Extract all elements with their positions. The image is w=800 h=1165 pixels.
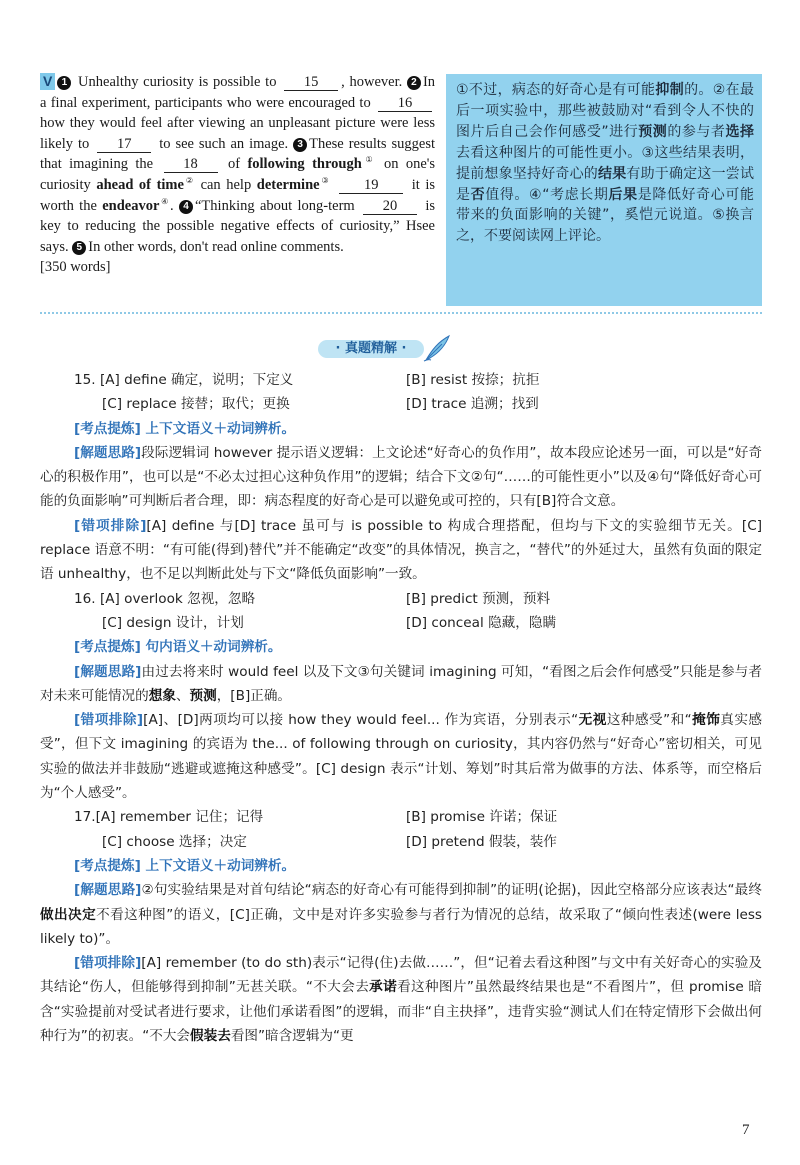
keyword: endeavor bbox=[102, 197, 160, 214]
translation-text: 值得。④“考虑长期 bbox=[485, 186, 609, 203]
emphasis: 假装去 bbox=[190, 1028, 231, 1045]
translation-text: ①不过，病态的好奇心是有可能 bbox=[456, 82, 656, 98]
solution-text: 、 bbox=[175, 687, 190, 704]
translation-keyword: 否 bbox=[470, 186, 486, 203]
elimination-text: [A] define 与[D] trace 虽可与 is possible to 构成合理搭配，但均与下文的实验细节无关。[C] replace 语意不明：“有可能(得到)替代”并不能确定“改变”的具体情况，换言之，“替代”的外延过大，虽然有负面的限定语 unhealthy，也不足以判断此处与下文“降低负面影响”一致。 bbox=[40, 517, 762, 583]
exam-point: [考点提炼] 句内语义＋动词辨析。 bbox=[74, 639, 282, 656]
passage-text: Unhealthy curiosity is possible to bbox=[78, 74, 277, 90]
option-a bbox=[74, 587, 255, 611]
word-count: [350 words] bbox=[40, 259, 111, 276]
translation-keyword: 选择 bbox=[725, 123, 755, 140]
elimination-text: [A] remember (to do sth)表示“记得(住)去做……”，但“记着去看这种图”与文中有关好奇心的实验及其结论“伤人，但能够得到抑制”无甚关联。“不大会去 bbox=[40, 955, 762, 996]
exam-point: [考点提炼] 上下文语义＋动词辨析。 bbox=[74, 420, 296, 437]
option-b: [B] promise 许诺；保证 bbox=[406, 809, 558, 826]
elimination-paragraph bbox=[40, 514, 762, 587]
exam-point: [考点提炼] 上下文语义＋动词辨析。 bbox=[74, 857, 296, 874]
paragraph-marker: V bbox=[40, 73, 55, 90]
passage-text: In other words, don't read online comments. bbox=[88, 238, 344, 255]
solution-text: ，[B]正确。 bbox=[216, 687, 292, 704]
sentence-number: 5 bbox=[72, 241, 86, 255]
passage bbox=[40, 72, 435, 278]
solution-text: ②句实验结果是对首句结论“病态的好奇心有可能得到抑制”的证明(论据)，因此空格部分应该表达“最终 bbox=[141, 882, 762, 899]
emphasis: 想象 bbox=[148, 687, 176, 704]
page-number: 7 bbox=[742, 1122, 750, 1138]
blank-20[interactable]: 20 bbox=[363, 198, 417, 215]
passage-text: In a final experiment, participants who were encouraged to bbox=[40, 74, 436, 111]
option-d: [D] trace 追溯；找到 bbox=[406, 396, 539, 413]
section-title: · 真题精解 · bbox=[318, 340, 424, 358]
blank-18[interactable]: 18 bbox=[164, 156, 218, 173]
question-number: 16. bbox=[74, 590, 96, 607]
solution-text: 不看这种图”的语义，[C]正确，文中是对许多实验参与者行为情况的总结，故采取了“倾向性表述(were less likely to)”。 bbox=[40, 906, 762, 947]
option-a-text: [A] remember 记住；记得 bbox=[95, 809, 264, 826]
sentence-number: 4 bbox=[179, 200, 193, 214]
option-d: [D] pretend 假装，装作 bbox=[406, 833, 557, 850]
solution-text: 由过去将来时 would feel 以及下文③句关键词 imagining 可知，“看图之后会作何感受”只能是参与者对未来可能情况的 bbox=[40, 663, 762, 704]
translation-keyword: 后果 bbox=[608, 186, 638, 203]
elimination-text: 真实感受”，但下文 imagining 的宾语为 the... of following through on curiosity，其内容仍然与“好奇心”密切相关，可见实验的做法并非鼓励“逃避或遮掩这种感受”。[C] design 表示“计划、筹划”时其后常为做事的方法、体系等，而空格后为“个人感受”。 bbox=[40, 712, 763, 802]
blank-15[interactable]: 15 bbox=[284, 74, 338, 91]
solution-tag: [解题思路] bbox=[74, 882, 142, 899]
passage-text: to see such an image. bbox=[159, 135, 289, 152]
solution-paragraph bbox=[40, 878, 762, 951]
elimination-tag: [错项排除] bbox=[74, 955, 142, 972]
option-a bbox=[74, 368, 293, 392]
emphasis: 无视 bbox=[578, 712, 607, 729]
options-row bbox=[40, 392, 762, 416]
elimination-text: [A]、[D]两项均可以接 how they would feel... 作为宾语，分别表示“ bbox=[143, 712, 579, 729]
translation-text: 的。②在最后一项实验中，那些被鼓励对“看到令人不快的图片后自己会作何感受”进行 bbox=[456, 82, 754, 140]
emphasis: 掩饰 bbox=[691, 712, 721, 729]
elimination-paragraph bbox=[40, 708, 762, 805]
analysis bbox=[40, 368, 762, 1048]
blank-16[interactable]: 16 bbox=[378, 95, 432, 112]
question-number: 17. bbox=[74, 809, 96, 826]
footnote-mark: ③ bbox=[319, 175, 331, 185]
options-row bbox=[40, 611, 762, 635]
emphasis: 预测 bbox=[189, 687, 217, 704]
footnote-mark: ① bbox=[361, 155, 377, 165]
emphasis: 做出决定 bbox=[40, 906, 97, 923]
elimination-text: 看图”暗含逻辑为“更 bbox=[230, 1028, 354, 1045]
section-header bbox=[318, 334, 456, 362]
options-row bbox=[40, 830, 762, 854]
passage-text: , however. bbox=[341, 74, 403, 90]
translation-text: 有助于确定这一尝试是 bbox=[456, 165, 755, 203]
translation-keyword: 结果 bbox=[598, 165, 627, 182]
translation-text: 去看这种图片的可能性更小。③这些结果表明，提前想象坚持好奇心的 bbox=[456, 144, 754, 182]
keyword: ahead of time bbox=[96, 176, 184, 193]
option-d: [D] conceal 隐藏，隐瞒 bbox=[406, 614, 557, 631]
translation-keyword: 预测 bbox=[638, 123, 668, 140]
sentence-number: 3 bbox=[293, 138, 307, 152]
option-b: [B] predict 预测，预料 bbox=[406, 590, 551, 607]
passage-text: is key to reducing the possible negative effects of curiosity,” Hsee says. bbox=[40, 197, 436, 255]
dotted-divider bbox=[40, 312, 762, 314]
footnote-mark: ④ bbox=[159, 196, 171, 206]
passage-text: it is worth the bbox=[40, 176, 436, 214]
translation-text: 是降低好奇心可能带来的负面影响的关键”，奚恺元说道。⑤换言之，不要阅读网上评论。 bbox=[456, 186, 754, 245]
passage-text: These results suggest that imagining the bbox=[40, 135, 436, 173]
sentence-number: 1 bbox=[57, 76, 71, 90]
option-c: [C] replace 接替；取代；更换 bbox=[102, 396, 290, 413]
options-row bbox=[40, 805, 762, 829]
solution-paragraph bbox=[40, 660, 762, 709]
options-row bbox=[40, 587, 762, 611]
elimination-text: 这种感受”和“ bbox=[606, 712, 692, 729]
elimination-tag: [错项排除] bbox=[74, 517, 147, 534]
solution-paragraph bbox=[40, 441, 762, 514]
solution-tag: [解题思路] bbox=[74, 444, 142, 461]
keyword: determine bbox=[256, 176, 320, 193]
option-c: [C] design 设计，计划 bbox=[102, 614, 244, 631]
elimination-text: 看这种图片”虽然最终结果也是“不看图片”，但 promise 暗含“实验提前对受试者进行要求，让他们承诺看图”的逻辑，而非“自主抉择”，违背实验“测试人们在特定情形下会做出何种行为”的初衷。“不大会 bbox=[40, 979, 763, 1045]
translation-keyword: 抑制 bbox=[655, 82, 685, 98]
translation-text: 的参与者 bbox=[667, 123, 726, 140]
quill-pen-icon bbox=[422, 334, 452, 362]
translation-box bbox=[446, 74, 762, 306]
footnote-mark: ② bbox=[183, 175, 195, 185]
keyword: following through bbox=[247, 156, 362, 173]
elimination-tag: [错项排除] bbox=[74, 712, 144, 729]
option-a-text: [A] define 确定，说明；下定义 bbox=[99, 372, 294, 388]
passage-text: on one's curiosity bbox=[40, 156, 436, 193]
question-number: 15. bbox=[74, 372, 96, 388]
sentence-number: 2 bbox=[407, 76, 421, 90]
passage-text: . bbox=[170, 197, 174, 214]
passage-text: “Thinking about long-term bbox=[195, 197, 355, 214]
option-c: [C] choose 选择；决定 bbox=[102, 833, 247, 850]
emphasis: 承诺 bbox=[369, 979, 398, 996]
option-b: [B] resist 按捺；抗拒 bbox=[406, 372, 540, 388]
passage-text: of bbox=[227, 156, 241, 173]
options-row bbox=[40, 368, 762, 392]
passage-text: how they would feel after viewing an unpleasant picture were less likely to bbox=[40, 115, 435, 152]
option-a bbox=[74, 805, 263, 829]
solution-tag: [解题思路] bbox=[74, 663, 142, 680]
passage-text: can help bbox=[200, 176, 252, 193]
solution-text: 段际逻辑词 however 提示语义逻辑：上文论述“好奇心的负作用”，故本段应论述另一面，可以是“好奇心的积极作用”，也可以是“不必太过担心这种负作用”的逻辑；结合下文②句“……的可能性更小”以及④句“降低好奇心可能的负面影响”可判断后者合理，即：病态程度的好奇心是可以避免或可控的，只有[B]符合文意。 bbox=[40, 444, 762, 510]
elimination-paragraph bbox=[40, 951, 762, 1048]
blank-17[interactable]: 17 bbox=[97, 136, 151, 153]
blank-19[interactable]: 19 bbox=[339, 177, 403, 194]
option-a-text: [A] overlook 忽视，忽略 bbox=[99, 590, 256, 607]
